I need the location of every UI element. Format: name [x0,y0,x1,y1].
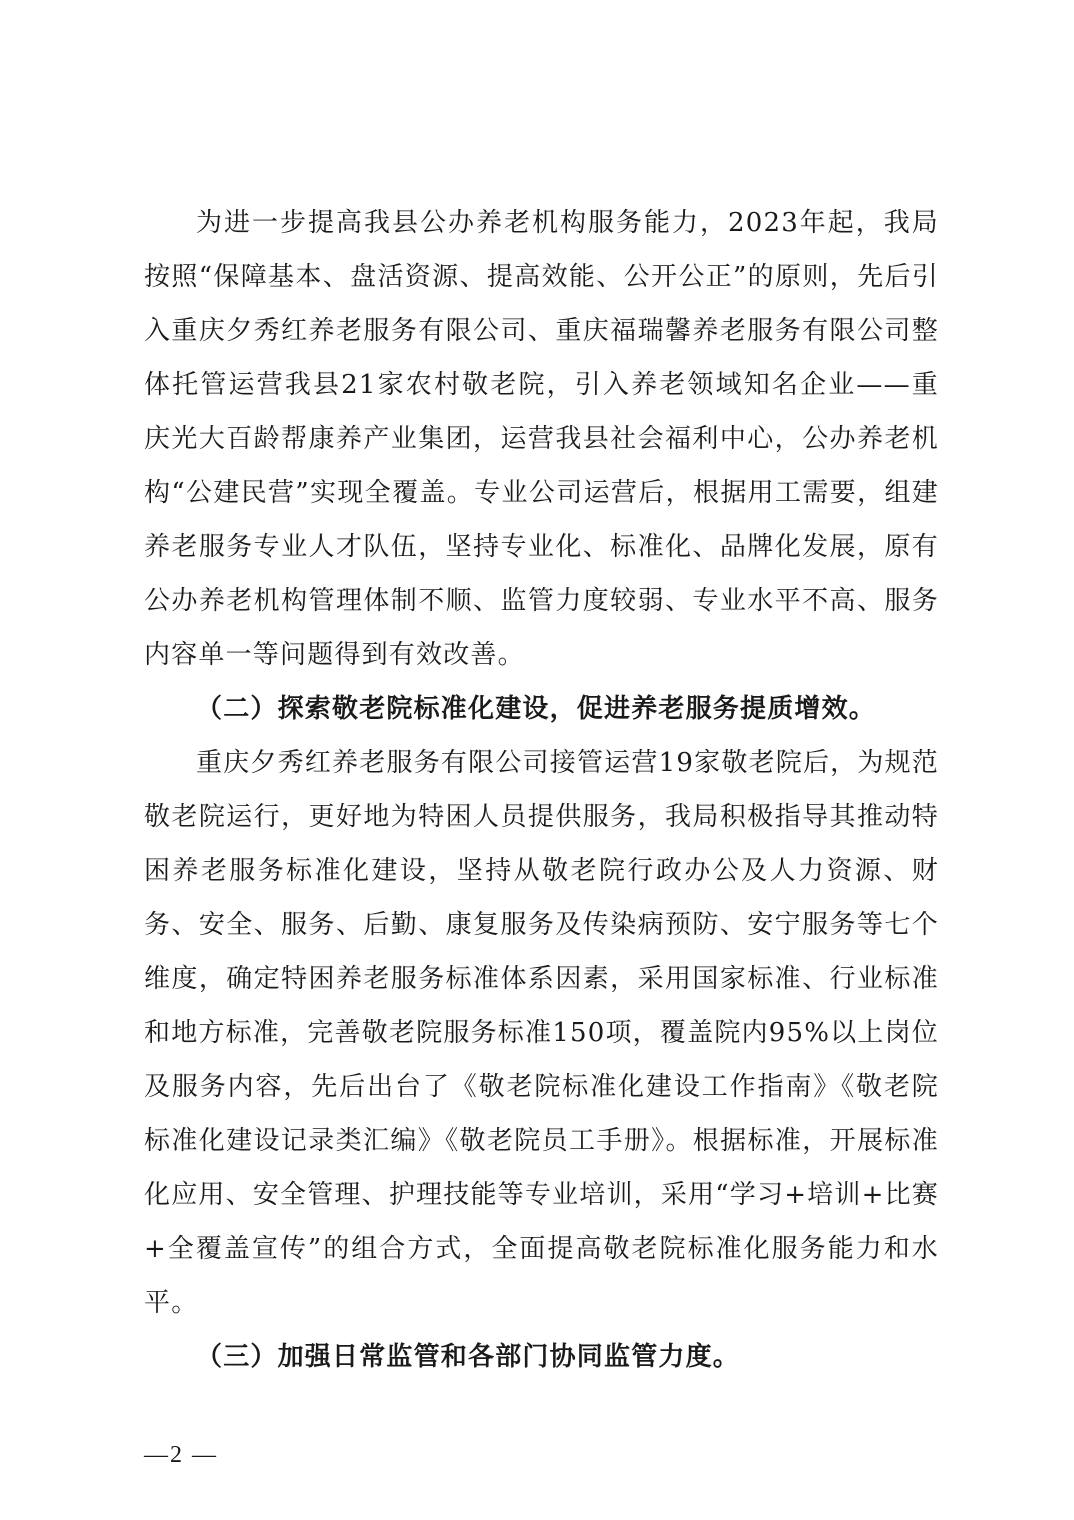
paragraph-public-pension-reform: 为进一步提高我县公办养老机构服务能力，2023年起，我局按照“保障基本、盘活资源、提高效能、公开公正”的原则，先后引入重庆夕秀红养老服务有限公司、重庆福瑞馨养老服务有限公司整体托管运营我县21家农村敬老院，引入养老领域知名企业——重庆光大百龄帮康养产业集团，运营我县社会福利中心，公办养老机构“公建民营”实现全覆盖。专业公司运营后，根据用工需要，组建养老服务专业人才队伍，坚持专业化、标准化、品牌化发展，原有公办养老机构管理体制不顺、监管力度较弱、专业水平不高、服务内容单一等问题得到有效改善。 [144,208,939,670]
document-body [144,196,939,1384]
paragraph-standardization: 重庆夕秀红养老服务有限公司接管运营19家敬老院后，为规范敬老院运行，更好地为特困人员提供服务，我局积极指导其推动特困养老服务标准化建设，坚持从敬老院行政办公及人力资源、财务、安全、服务、后勤、康复服务及传染病预防、安宁服务等七个维度，确定特困养老服务标准体系因素，采用国家标准、行业标准和地方标准，完善敬老院服务标准150项，覆盖院内95%以上岗位及服务内容，先后出台了《敬老院标准化建设工作指南》《敬老院标准化建设记录类汇编》《敬老院员工手册》。根据标准，开展标准化应用、安全管理、护理技能等专业培训，采用“学习+培训+比赛+全覆盖宣传”的组合方式，全面提高敬老院标准化服务能力和水平。 [144,748,939,1318]
page-number: —2 — [144,1442,218,1468]
section-heading-2: （二）探索敬老院标准化建设，促进养老服务提质增效。 [196,694,877,724]
section-heading-3: （三）加强日常监管和各部门协同监管力度。 [196,1342,741,1372]
